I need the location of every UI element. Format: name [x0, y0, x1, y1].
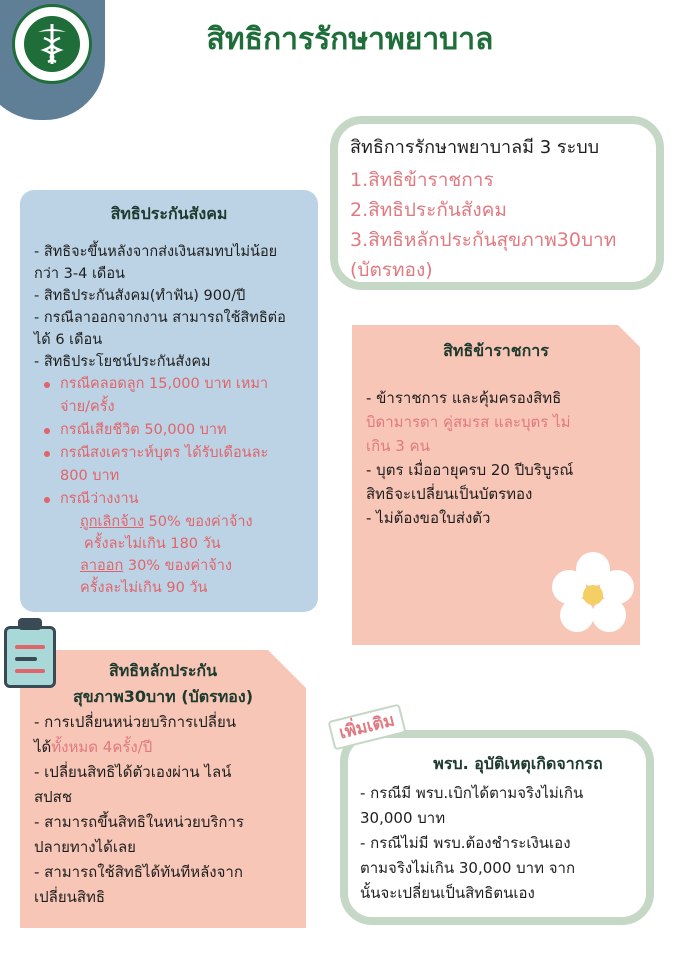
- bullet-icon: [44, 428, 50, 434]
- text-line: - สิทธิประโยชน์ประกันสังคม: [34, 354, 211, 370]
- text-line: ได้ 6 เดือน: [34, 332, 103, 348]
- unemployment-fired-limit: ครั้งละไม่เกิน 180 วัน: [84, 536, 221, 552]
- summary-box: [330, 116, 664, 290]
- uc-title: สิทธิหลักประกัน: [108, 661, 218, 680]
- flower-icon: [548, 550, 638, 640]
- benefit-text: กรณีสงเคราะห์บุตร ได้รับเดือนละ: [60, 445, 269, 461]
- text-line: 30,000 บาท: [360, 809, 446, 827]
- summary-item: 3.สิทธิหลักประกันสุขภาพ30บาท: [350, 229, 617, 251]
- uc-title: สุขภาพ30บาท (บัตรทอง): [72, 687, 254, 706]
- list-item: [44, 419, 304, 442]
- text-line: - กรณีไม่มี พรบ.ต้องชำระเงินเอง: [360, 834, 571, 852]
- text-line: - การเปลี่ยนหน่วยบริการเปลี่ยน: [34, 713, 237, 731]
- list-item: [44, 488, 304, 511]
- clipboard-clip-icon: [18, 618, 42, 630]
- social-security-card: [20, 190, 318, 612]
- universal-coverage-card: [20, 650, 306, 928]
- text-line: - สามารถขึ้นสิทธิในหน่วยบริการ: [34, 813, 244, 831]
- list-item: [44, 442, 304, 488]
- text-line: - สิทธิจะขึ้นหลังจากส่งเงินสมทบไม่น้อย: [34, 244, 278, 260]
- text-line: ปลายทางได้เลย: [34, 838, 136, 856]
- civil-servant-title: สิทธิข้าราชการ: [443, 341, 549, 360]
- fired-rate: 50% ของค่าจ้าง: [143, 514, 253, 530]
- text-span: ทั้งหมด 4ครั้ง/ปี: [51, 738, 153, 756]
- text-line: บิดามารดา คู่สมรส และบุตร ไม่: [366, 413, 571, 431]
- bullet-icon: [44, 497, 50, 503]
- text-line: - เปลี่ยนสิทธิได้ตัวเองผ่าน ไลน์: [34, 763, 232, 781]
- text-line: - กรณีลาออกจากงาน สามารถใช้สิทธิต่อ: [34, 310, 286, 326]
- unemployment-fired: [34, 511, 304, 533]
- extra-box: [340, 730, 654, 925]
- unemployment-quit: [34, 555, 304, 577]
- text-line: - ข้าราชการ และคุ้มครองสิทธิ: [366, 389, 562, 407]
- benefit-list: [44, 373, 304, 511]
- quit-label: ลาออก: [80, 558, 124, 574]
- folded-corner: [268, 650, 306, 688]
- benefit-text: กรณีเสียชีวิต 50,000 บาท: [60, 422, 227, 438]
- caduceus-icon: [24, 16, 80, 72]
- more-tag: เพิ่มเติม: [327, 703, 406, 750]
- list-item: [44, 373, 304, 419]
- extra-title: พรบ. อุบัติเหตุเกิดจากรถ: [433, 754, 603, 773]
- summary-item: (บัตรทอง): [350, 259, 433, 281]
- text-line: กว่า 3-4 เดือน: [34, 266, 125, 282]
- benefit-text: กรณีว่างงาน: [60, 491, 139, 507]
- bullet-icon: [44, 382, 50, 388]
- summary-item: 1.สิทธิข้าราชการ: [350, 169, 494, 191]
- social-security-title: สิทธิประกันสังคม: [110, 204, 228, 223]
- text-line: [34, 735, 292, 760]
- text-span: ได้: [34, 738, 52, 756]
- benefit-text: 800 บาท: [60, 468, 120, 484]
- text-line: นั้นจะเปลี่ยนเป็นสิทธิตนเอง: [360, 884, 535, 902]
- text-line: ตามจริงไม่เกิน 30,000 บาท จาก: [360, 859, 576, 877]
- fired-label: ถูกเลิกจ้าง: [80, 514, 144, 530]
- benefit-text: จ่าย/ครั้ง: [60, 399, 115, 415]
- page-title: สิทธิการรักษาพยาบาล: [206, 22, 494, 57]
- text-line: - สิทธิประกันสังคม(ทำฟัน) 900/ปี: [34, 288, 246, 304]
- folded-corner: [618, 325, 656, 363]
- text-line: สิทธิจะเปลี่ยนเป็นบัตรทอง: [366, 485, 533, 503]
- clipboard-icon: [4, 626, 56, 688]
- summary-item: 2.สิทธิประกันสังคม: [350, 199, 507, 221]
- text-line: - ไม่ต้องขอใบส่งตัว: [366, 509, 491, 527]
- text-line: สปสช: [34, 788, 73, 806]
- text-line: - กรณีมี พรบ.เบิกได้ตามจริงไม่เกิน: [360, 784, 584, 802]
- text-line: - สามารถใช้สิทธิได้ทันทีหลังจาก: [34, 863, 243, 881]
- text-line: เปลี่ยนสิทธิ: [34, 888, 106, 906]
- bullet-icon: [44, 451, 50, 457]
- text-line: - บุตร เมื่ออายุครบ 20 ปีบริบูรณ์: [366, 461, 574, 479]
- text-line: เกิน 3 คน: [366, 437, 430, 455]
- summary-title: สิทธิการรักษาพยาบาลมี 3 ระบบ: [350, 137, 600, 158]
- quit-rate: 30% ของค่าจ้าง: [123, 558, 232, 574]
- benefit-text: กรณีคลอดลูก 15,000 บาท เหมา: [60, 376, 269, 392]
- unemployment-quit-limit: ครั้งละไม่เกิน 90 วัน: [80, 580, 208, 596]
